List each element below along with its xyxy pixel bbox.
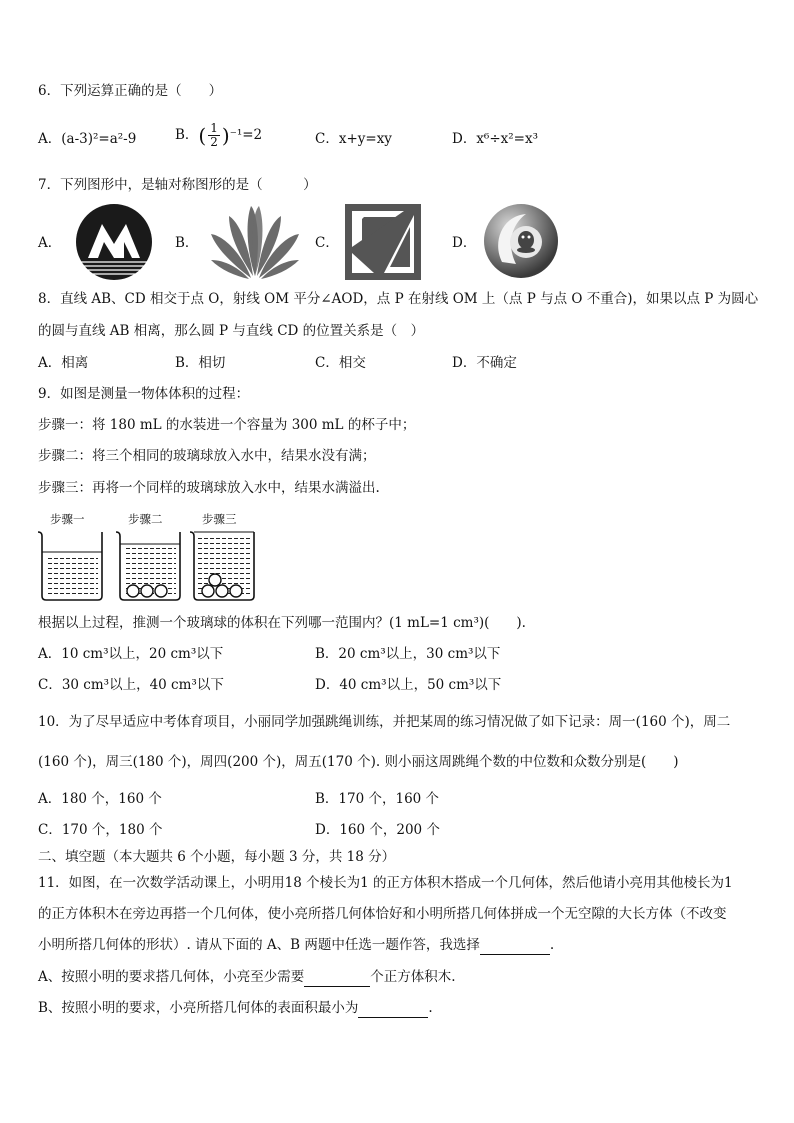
- q11-choice-blank[interactable]: [480, 936, 550, 955]
- q8-stem-line1: 8．直线 AB、CD 相交于点 O，射线 OM 平分∠AOD，点 P 在射线 OM 上（点 P 与点 O 不重合)，如果以点 P 为圆心: [38, 291, 759, 307]
- q11-line3-text: 小明所搭几何体的形状）. 请从下面的 A、B 两题中任选一题作答，我选择: [38, 937, 480, 953]
- q8-option-c: C．相交: [315, 355, 366, 371]
- penguin-circle-logo-icon: [482, 202, 560, 280]
- fig-label-step2: 步骤二: [128, 512, 163, 526]
- q11-line3-end: .: [549, 937, 555, 953]
- q9-step1: 步骤一：将 180 mL 的水装进一个容量为 300 mL 的杯子中；: [38, 417, 416, 433]
- q10-option-b: B．170 个，160 个: [315, 791, 440, 807]
- q6-fraction-den: 2: [210, 135, 218, 149]
- q11-stem-line1: 11．如图，在一次数学活动课上，小明用18 个棱长为1 的正方体积木搭成一个几何体，然后他请小亮用其他棱长为1: [38, 875, 733, 891]
- beaker-step2: [116, 532, 180, 600]
- petal-logo-icon: [207, 202, 303, 280]
- q11-part-b-end: .: [428, 1000, 433, 1016]
- q6-fraction: [208, 122, 220, 149]
- beaker-step1: [38, 532, 102, 600]
- q11-part-a: [38, 968, 456, 987]
- q8-option-d: D．不确定: [452, 355, 517, 371]
- q10-stem-line1: 10．为了尽早适应中考体育项目，小丽同学加强跳绳训练，并把某周的练习情况做了如下记录：周一(160 个)，周二: [38, 714, 731, 730]
- q8-option-b: B．相切: [175, 355, 226, 371]
- q9-option-b: B．20 cm³以上，30 cm³以下: [315, 646, 501, 662]
- q9-option-c: C．30 cm³以上，40 cm³以下: [38, 677, 224, 693]
- beaker-figure: [36, 526, 266, 602]
- q11-part-a-text: A、按照小明的要求搭几何体，小亮至少需要: [38, 969, 305, 985]
- metro-m-logo-icon: [72, 202, 156, 282]
- q9-question: 根据以上过程，推测一个玻璃球的体积在下列哪一范围内？(1 mL=1 cm³)( ).: [38, 615, 526, 631]
- q6-option-b-suffix: ⁻¹=2: [229, 127, 263, 143]
- q9-option-d: D．40 cm³以上，50 cm³以下: [315, 677, 502, 693]
- q6-fraction-num: 1: [210, 121, 218, 135]
- fig-label-step3: 步骤三: [202, 512, 237, 526]
- q7-option-d: D．: [452, 235, 477, 251]
- q9-step2: 步骤二：将三个相同的玻璃球放入水中，结果水没有满；: [38, 448, 376, 464]
- q8-option-a: A．相离: [38, 355, 89, 371]
- q9-option-a: A．10 cm³以上，20 cm³以下: [38, 646, 224, 662]
- q11-part-b: [38, 999, 433, 1018]
- q9-stem: 9．如图是测量一物体体积的过程：: [38, 386, 250, 402]
- triangle-square-logo-icon: [344, 203, 422, 281]
- q11-stem-line2: 的正方体积木在旁边再搭一个几何体，使小亮所搭几何体恰好和小明所搭几何体拼成一个无空隙的大长方体（不改变: [38, 906, 727, 922]
- q6-option-b: B．( $\frac{1}{2}$ )⁻¹=2: [175, 121, 263, 149]
- beaker-step3: [190, 532, 254, 600]
- q7-option-c: C．: [315, 235, 339, 251]
- q10-option-a: A．180 个，160 个: [38, 791, 162, 807]
- q6-option-b-prefix: B．: [175, 127, 199, 143]
- q11-part-a-end: 个正方体积木.: [370, 969, 456, 985]
- q6-option-c: C．x+y=xy: [315, 131, 392, 147]
- q8-stem-line2: 的圆与直线 AB 相离，那么圆 P 与直线 CD 的位置关系是（ ）: [38, 323, 425, 339]
- q6-option-d: D．x⁶÷x²=x³: [452, 131, 539, 147]
- q9-step3: 步骤三：再将一个同样的玻璃球放入水中，结果水满溢出.: [38, 480, 380, 496]
- q10-option-c: C．170 个，180 个: [38, 822, 163, 838]
- q6-stem: 6．下列运算正确的是（ ）: [38, 83, 223, 99]
- section-heading: 二、填空题（本大题共 6 个小题，每小题 3 分，共 18 分）: [38, 849, 396, 865]
- q7-option-b: B．: [175, 235, 199, 251]
- q10-option-d: D．160 个，200 个: [315, 822, 440, 838]
- q11-stem-line3: [38, 936, 554, 955]
- q11-part-a-blank[interactable]: [304, 968, 370, 987]
- fig-label-step1: 步骤一: [50, 512, 85, 526]
- q7-option-a: A．: [38, 235, 62, 251]
- q6-option-a: A．(a-3)²=a²-9: [38, 131, 137, 147]
- q10-stem-line2: (160 个)，周三(180 个)，周四(200 个)，周五(170 个). 则小丽这周跳绳个数的中位数和众数分别是( ): [38, 754, 679, 770]
- q7-stem: 7．下列图形中，是轴对称图形的是（ ）: [38, 177, 317, 193]
- q11-part-b-blank[interactable]: [358, 999, 428, 1018]
- q11-part-b-text: B、按照小明的要求，小亮所搭几何体的表面积最小为: [38, 1000, 359, 1016]
